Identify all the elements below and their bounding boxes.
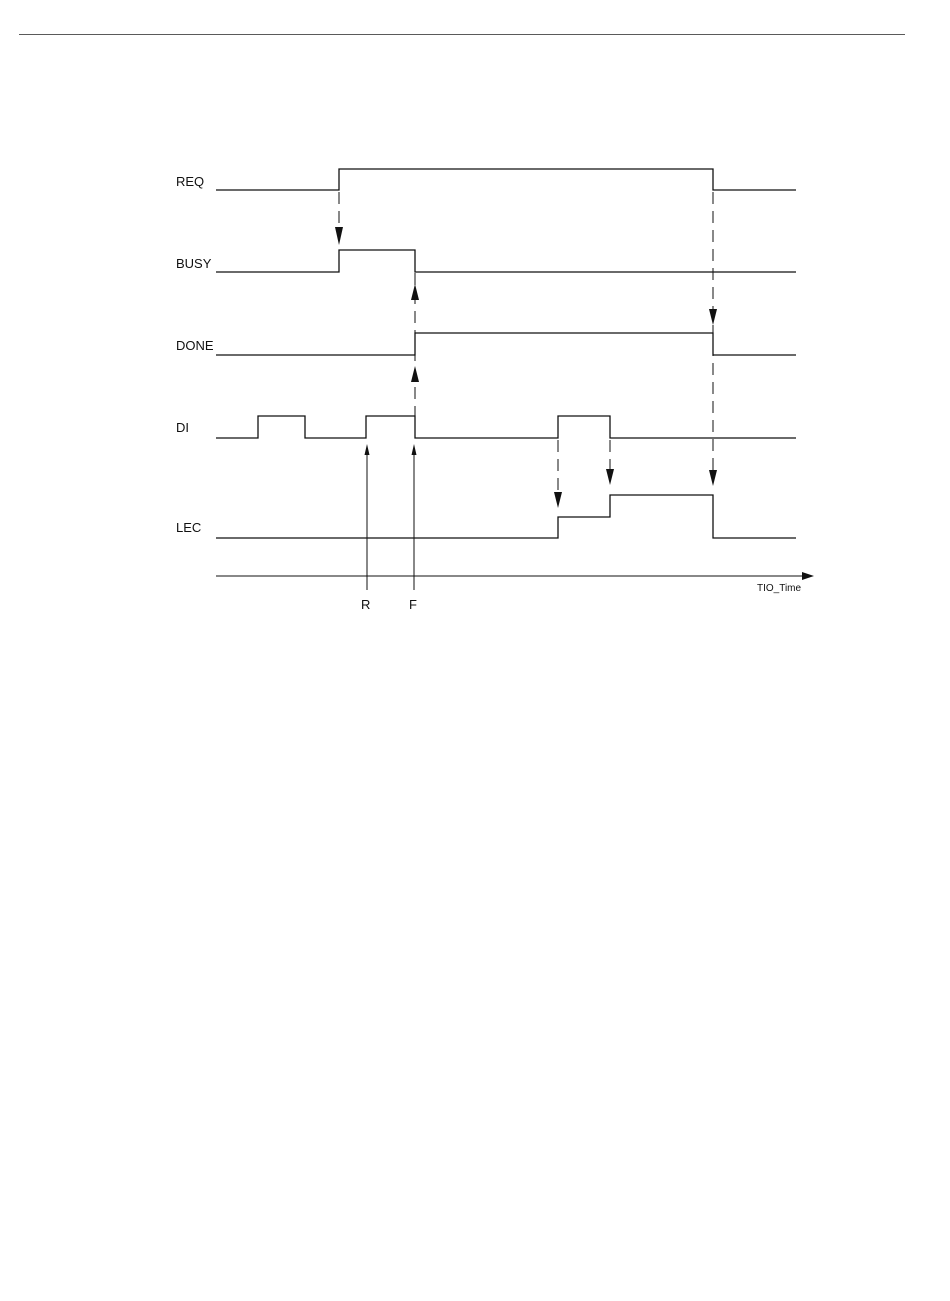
arrowhead-up-done-icon xyxy=(411,366,419,382)
time-axis-arrow-icon xyxy=(802,572,814,580)
waveform-done xyxy=(216,333,796,355)
waveform-busy xyxy=(216,250,796,272)
arrowhead-down-lec-step2-icon xyxy=(606,469,614,485)
waveform-di xyxy=(216,416,796,438)
waveform-req xyxy=(216,169,796,190)
marker-arrow-f-icon xyxy=(412,444,417,455)
arrowhead-down-done-icon xyxy=(709,309,717,325)
arrowhead-down-lec-icon xyxy=(709,470,717,486)
arrowhead-up-busy-icon xyxy=(411,284,419,300)
signal-label-done: DONE xyxy=(176,338,214,353)
waveform-lec xyxy=(216,495,796,538)
time-axis-label: TIO_Time xyxy=(757,583,802,594)
signal-label-di: DI xyxy=(176,420,189,435)
marker-label-r: R xyxy=(361,597,371,612)
marker-arrow-r-icon xyxy=(365,444,370,455)
signal-label-lec: LEC xyxy=(176,520,202,535)
marker-label-f: F xyxy=(409,597,417,612)
signal-label-req: REQ xyxy=(176,174,205,189)
arrowhead-down-busy-icon xyxy=(335,227,343,245)
signal-label-busy: BUSY xyxy=(176,256,212,271)
arrowhead-down-lec-step1-icon xyxy=(554,492,562,508)
